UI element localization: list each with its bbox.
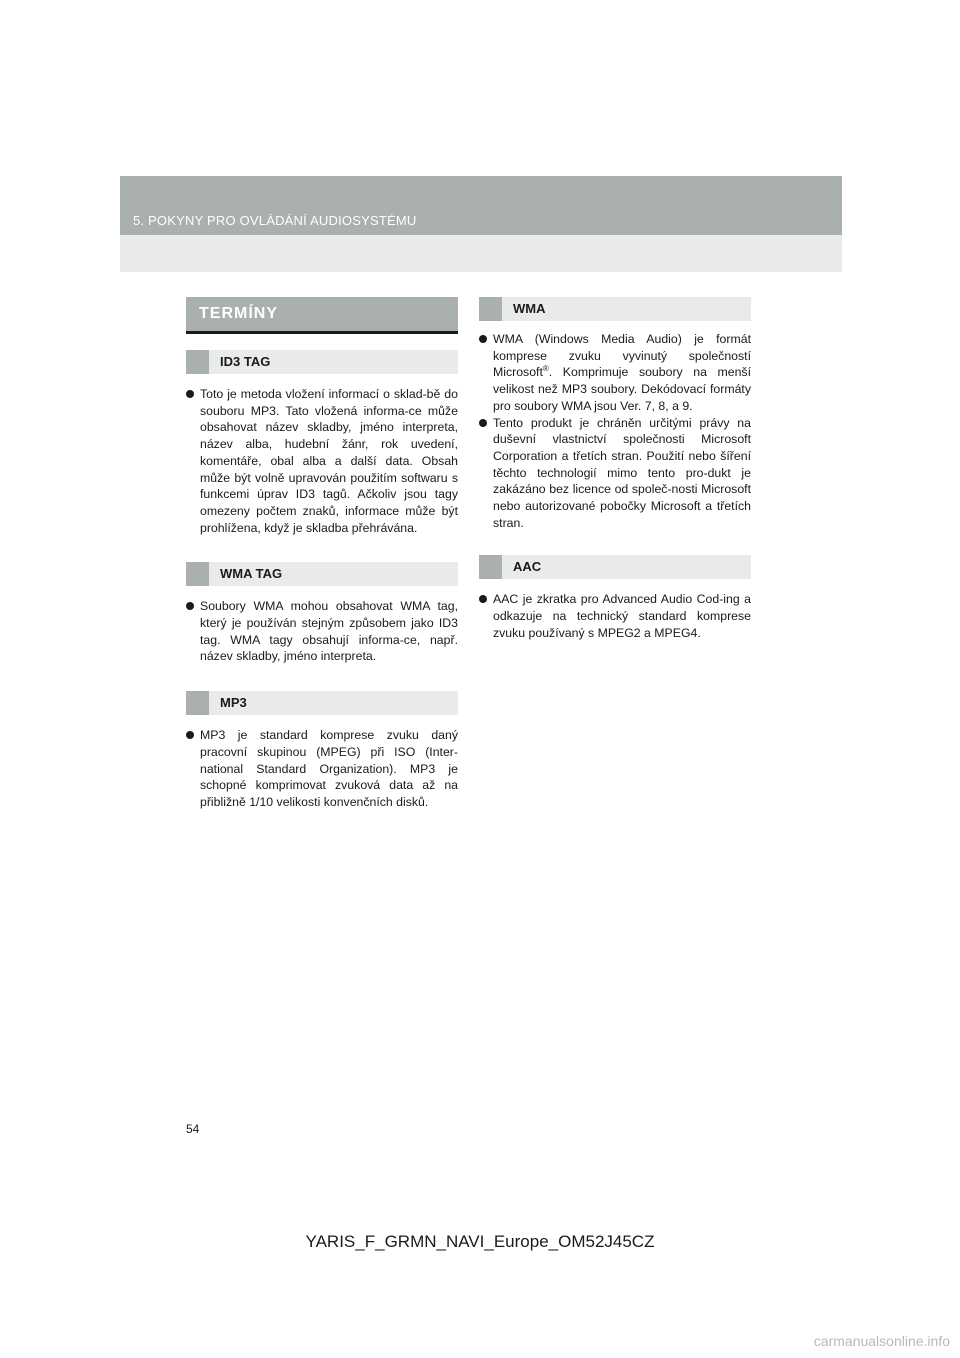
bullet-aac: AAC je zkratka pro Advanced Audio Cod-ing a odkazuje na technický standard komprese zvuku používaný s MPEG2 a MPEG4.: [479, 591, 751, 641]
bullet-dot-icon: [186, 602, 194, 610]
heading-marker: [186, 562, 209, 586]
bullet-dot-icon: [186, 731, 194, 739]
left-column: [186, 297, 458, 811]
heading-wma-tag: WMA TAG: [186, 562, 458, 586]
right-column: [479, 297, 751, 642]
heading-id3-tag: ID3 TAG: [186, 350, 458, 374]
footer-document-code: YARIS_F_GRMN_NAVI_Europe_OM52J45CZ: [305, 1232, 655, 1251]
page-number: 54: [186, 1122, 200, 1136]
watermark: carmanualsonline.info: [813, 1333, 950, 1349]
chapter-title: 5. POKYNY PRO OVLÁDÁNÍ AUDIOSYSTÉMU: [133, 213, 417, 228]
section-title-terminy: TERMÍNY: [186, 297, 458, 334]
bullet-wma-rights: Tento produkt je chráněn určitými právy na duševní vlastnictví společnosti Microsoft Corporation a třetích stran. Použití nebo šíření těchto technologií mimo tento pro-dukt je zakázáno bez licence od společ-nosti Microsoft nebo autorizované pobočky Microsoft a třetích stran.: [479, 415, 751, 532]
bullet-id3-tag: Toto je metoda vložení informací o sklad-bě do souboru MP3. Tato vložená informa-ce může obsahovat název skladby, jméno interpreta, název alba, hudební žánr, rok uvedení, komentáře, obal alba a další data. Obsah může být volně upravován použitím softwaru s funkcemi úprav ID3 tagů. Ačkoliv jsou tagy omezeny počtem znaků, informace může být prohlížena, když je skladba přehrávána.: [186, 386, 458, 536]
bullet-wma-tag: Soubory WMA mohou obsahovat WMA tag, který je používán stejným způsobem jako ID3 tag. WMA tagy obsahují informa-ce, např. název skladby, jméno interpreta.: [186, 598, 458, 665]
registered-mark: ®: [542, 364, 549, 374]
header-band: [120, 176, 842, 272]
bullet-dot-icon: [479, 595, 487, 603]
header-top-bar: [120, 176, 842, 235]
heading-marker: [186, 350, 209, 374]
heading-marker: [186, 691, 209, 715]
heading-wma: WMA: [479, 297, 751, 321]
bullet-mp3: MP3 je standard komprese zvuku daný pracovní skupinou (MPEG) při ISO (Inter-national Standard Organization). MP3 je schopné komprimovat zvuková data až na přibližně 1/10 velikosti konvenčních disků.: [186, 727, 458, 811]
bullet-dot-icon: [479, 419, 487, 427]
bullet-wma-format: WMA (Windows Media Audio) je formát komprese zvuku vyvinutý společností Microsoft®. Komprimuje soubory na menší velikost než MP3 soubory. Dekódovací formáty pro soubory WMA jsou Ver. 7, 8, a 9.: [479, 331, 751, 415]
bullet-dot-icon: [479, 335, 487, 343]
bullet-dot-icon: [186, 390, 194, 398]
heading-aac: AAC: [479, 555, 751, 579]
heading-marker: [479, 297, 502, 321]
heading-marker: [479, 555, 502, 579]
heading-mp3: MP3: [186, 691, 458, 715]
